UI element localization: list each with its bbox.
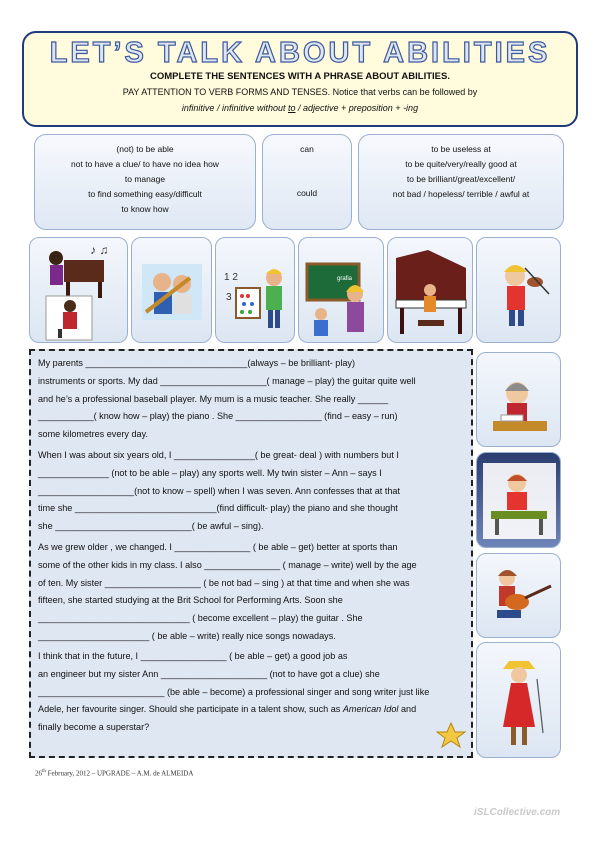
footer-day: 26 xyxy=(35,769,42,778)
footer-text: February, 2012 – UPGRADE – A.M. de ALMEIDA xyxy=(45,769,194,778)
classroom-illustration xyxy=(299,238,384,343)
text-line-part: Adele, her favourite singer. Should she participate in a talent show, such as xyxy=(38,704,343,715)
picture-singer xyxy=(476,642,561,758)
piano-illustration xyxy=(388,238,473,343)
footer-credit xyxy=(35,769,193,777)
text-line: some kilometres every day. xyxy=(38,429,149,440)
picture-piano xyxy=(387,237,473,343)
phrase-item: could xyxy=(296,188,318,198)
text-line: an engineer but my sister Ann _____________________ (not to have got a clue) she xyxy=(38,668,380,679)
page-title: LET’S TALK ABOUT ABILITIES xyxy=(49,37,551,69)
text-line: ______________ (not to be able – play) any sports well. My twin sister – Ann – says I xyxy=(38,467,382,478)
text-line: As we grew older , we changed. I _______________ ( be able – get) better at sports than xyxy=(38,542,398,552)
picture-guitarist xyxy=(476,553,561,638)
paragraph-4 xyxy=(38,648,468,737)
text-line: My parents ________________________________(always – be brilliant- play) xyxy=(38,358,355,368)
show-name: American Idol xyxy=(342,704,399,715)
phrase-item: to be brilliant/great/excellent/ xyxy=(406,174,516,184)
paragraph-1 xyxy=(38,355,468,444)
text-line: fifteen, she started studying at the Brit School for Performing Arts. Soon she xyxy=(38,595,343,606)
instruction-part-a: infinitive / infinitive without xyxy=(181,103,288,113)
picture-baseball xyxy=(131,237,212,343)
paragraph-3 xyxy=(38,539,468,646)
phrase-item: to find something easy/difficult xyxy=(88,189,202,199)
paragraph-2 xyxy=(38,447,468,536)
text-line: time she ____________________________(find difficult- play) the piano and she thought xyxy=(38,503,398,514)
instruction-part-to: to xyxy=(287,103,296,113)
phrase-item: not to have a clue/ to have no idea how xyxy=(71,159,219,169)
instruction-line-2: PAY ATTENTION TO VERB FORMS AND TENSES. Notice that verbs can be followed by xyxy=(122,87,478,97)
text-line: I think that in the future, I _________________ ( be able – get) a good job as xyxy=(38,651,348,661)
singer-illustration xyxy=(477,643,561,758)
gold-star-icon xyxy=(436,722,466,748)
footer-day-suffix: th xyxy=(42,769,46,774)
svg-text:♪ ♫: ♪ ♫ xyxy=(90,243,109,257)
text-line: When I was about six years old, I ________________( be great- deal ) with numbers but I xyxy=(38,450,399,460)
instruction-line-3 xyxy=(24,103,576,113)
text-line: of ten. My sister ___________________ ( be not bad – sing ) at that time and when she was xyxy=(38,577,410,588)
guitarist-illustration xyxy=(477,554,561,638)
phrase-box-right xyxy=(358,134,564,230)
picture-abacus xyxy=(215,237,295,343)
text-line-part: and xyxy=(398,704,417,715)
phrase-item: to be useless at xyxy=(431,144,491,154)
text-line: finally become a superstar? xyxy=(38,722,150,733)
watermark: iSLCollective.com xyxy=(474,807,561,818)
text-line: some of the other kids in my class. I also _______________ ( manage – write) well by the age xyxy=(38,559,417,570)
picture-violinist xyxy=(476,237,561,343)
instruction-line-1: COMPLETE THE SENTENCES WITH A PHRASE ABOUT ABILITIES. xyxy=(150,71,450,82)
header-box xyxy=(22,31,578,127)
abacus-illustration xyxy=(216,238,295,343)
text-line: ______________________________ ( become excellent – play) the guitar . She xyxy=(38,613,363,624)
studying-boy-illustration xyxy=(477,453,561,548)
text-line: and he’s a professional baseball player. My mum is a music teacher. She really ______ xyxy=(38,393,389,404)
svg-text:1 2: 1 2 xyxy=(224,272,238,283)
musicians-illustration xyxy=(30,238,128,343)
text-line: ___________( know how – play) the piano . She _________________ (find – easy – run) xyxy=(38,411,398,422)
picture-classroom xyxy=(298,237,384,343)
phrase-item: not bad / hopeless/ terrible / awful at xyxy=(392,189,530,199)
exercise-text-area xyxy=(29,349,473,758)
phrase-item: (not) to be able xyxy=(116,144,174,154)
phrase-item: to manage xyxy=(124,174,166,184)
writing-girl-illustration xyxy=(477,353,561,447)
phrase-box-left xyxy=(34,134,256,230)
text-line xyxy=(38,701,468,719)
svg-text:grafia: grafia xyxy=(337,276,353,282)
text-line: she ___________________________( be awful – sing). xyxy=(38,521,264,532)
text-line: instruments or sports. My dad _____________________( manage – play) the guitar quite well xyxy=(38,375,416,386)
text-line: ______________________ ( be able – write) really nice songs nowadays. xyxy=(38,630,336,641)
phrase-box-middle xyxy=(262,134,352,230)
picture-writing-girl xyxy=(476,352,561,447)
picture-musicians xyxy=(29,237,128,343)
phrase-item: to be quite/very/really good at xyxy=(405,159,517,169)
text-line: ___________________(not to know – spell) when I was seven. Ann confesses that at that xyxy=(38,485,400,496)
phrase-item: can xyxy=(300,144,314,154)
phrase-item: to know how xyxy=(121,204,169,214)
baseball-illustration xyxy=(132,238,212,343)
text-line: _________________________ (be able – become) a professional singer and song writer just like xyxy=(38,686,430,697)
instruction-part-c: / adjective + preposition + -ing xyxy=(295,103,419,113)
svg-text:3: 3 xyxy=(226,292,232,303)
picture-studying-boy xyxy=(476,452,561,548)
violinist-illustration xyxy=(477,238,561,343)
